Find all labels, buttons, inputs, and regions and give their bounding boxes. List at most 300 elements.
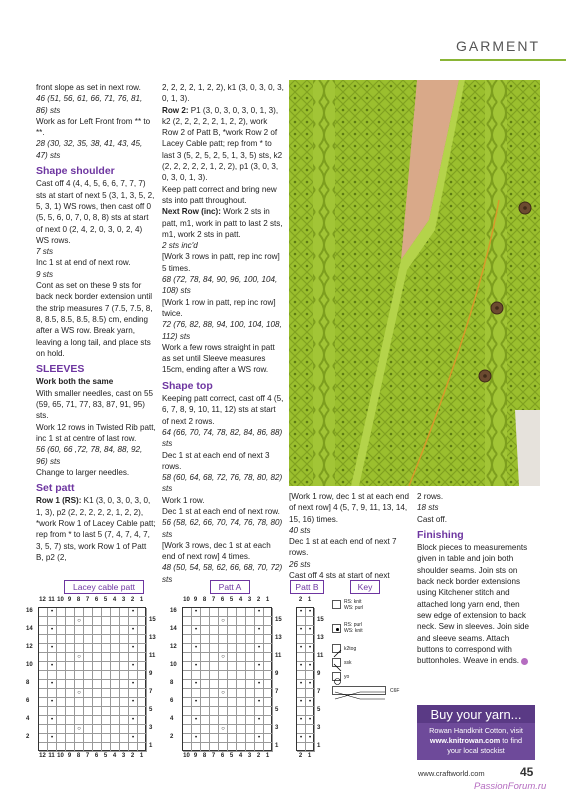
chart-cell: [111, 716, 120, 725]
column-number: 9: [67, 753, 72, 759]
chart-cell: [183, 734, 192, 743]
chart-cell: ○: [219, 653, 228, 662]
chart-cell: [138, 698, 147, 707]
paragraph: Change to larger needles.: [36, 467, 130, 477]
row-number: 14: [170, 626, 177, 632]
chart-cell: [39, 608, 48, 617]
knit-symbol: [332, 600, 341, 609]
chart-cell: [138, 680, 147, 689]
chart-cell: [111, 662, 120, 671]
text-column-2: [162, 82, 284, 585]
chart-cell: •: [255, 662, 264, 671]
chart-cell: •: [129, 698, 138, 707]
chart-cell: [120, 743, 129, 752]
chart-cell: •: [306, 608, 315, 617]
yo-symbol: [332, 672, 341, 681]
chart-cell: [66, 635, 75, 644]
chart-cell: •: [255, 734, 264, 743]
chart-cell: [39, 671, 48, 680]
column-number: 4: [112, 597, 117, 603]
chart-cell: [57, 725, 66, 734]
paragraph: Inc 1 st at end of next row.: [36, 258, 131, 268]
chart-cell: [102, 635, 111, 644]
paragraph: With smaller needles, cast on 55 (59, 65, 71, 77, 83, 87, 91, 95) sts.: [36, 388, 153, 421]
chart-cell: •: [297, 716, 306, 725]
column-number: 8: [202, 753, 207, 759]
row-number: 7: [149, 689, 153, 695]
chart-cell: [75, 698, 84, 707]
chart-cell: [255, 689, 264, 698]
chart-cell: [228, 608, 237, 617]
chart-cell: [111, 626, 120, 635]
stitch-count: 46 (51, 56, 61, 66, 71, 76, 81, 86) sts: [36, 94, 143, 115]
text-column-3: [289, 491, 411, 581]
chart-cell: [210, 743, 219, 752]
row-label: Row 1 (RS):: [36, 496, 82, 506]
chart-cell: [228, 635, 237, 644]
chart-cell: [102, 662, 111, 671]
column-number: 10: [183, 753, 190, 759]
chart-cell: [39, 635, 48, 644]
chart-cell: [138, 662, 147, 671]
chart-cell: [237, 743, 246, 752]
column-number: 4: [112, 753, 117, 759]
chart-cell: [264, 644, 273, 653]
chart-cell: [183, 662, 192, 671]
row-number: 5: [317, 707, 321, 713]
column-number: 1: [265, 597, 270, 603]
chart-cell: [255, 671, 264, 680]
chart-cell: [192, 671, 201, 680]
purl-symbol: [332, 624, 341, 633]
chart-cell: [201, 707, 210, 716]
chart-cell: [228, 698, 237, 707]
chart-cell: [297, 617, 306, 626]
row-number: 12: [170, 644, 177, 650]
row-number: 7: [317, 689, 321, 695]
row-number: 3: [317, 725, 321, 731]
chart-cell: [297, 671, 306, 680]
chart-cell: [66, 617, 75, 626]
watermark: PassionForum.ru: [474, 781, 547, 792]
chart-cell: [129, 725, 138, 734]
column-number: 1: [139, 753, 144, 759]
chart-cell: [84, 698, 93, 707]
chart-cell: [210, 689, 219, 698]
row-number: 2: [26, 734, 30, 740]
chart-cell: [264, 662, 273, 671]
chart-cell: [246, 689, 255, 698]
chart-cell: [138, 608, 147, 617]
chart-cell: [183, 644, 192, 653]
chart-cell: [246, 644, 255, 653]
chart-cell: [84, 653, 93, 662]
section-header: [440, 36, 566, 60]
chart-cell: [306, 635, 315, 644]
chart-cell: [297, 707, 306, 716]
chart-cell: ○: [75, 653, 84, 662]
lacey-cable-title: Lacey cable patt: [64, 580, 144, 594]
chart-cell: [111, 608, 120, 617]
chart-cell: [57, 608, 66, 617]
chart-cell: [66, 743, 75, 752]
chart-cell: [48, 671, 57, 680]
chart-cell: [210, 662, 219, 671]
chart-cell: [138, 734, 147, 743]
chart-cell: [264, 680, 273, 689]
chart-cell: [48, 689, 57, 698]
key-label: WS: purl: [344, 605, 364, 611]
chart-cell: [39, 707, 48, 716]
column-number: 4: [238, 753, 243, 759]
row-number: 1: [317, 743, 321, 749]
chart-cell: •: [129, 608, 138, 617]
chart-cell: [120, 734, 129, 743]
chart-cell: [138, 707, 147, 716]
chart-cell: [102, 617, 111, 626]
chart-cell: [210, 680, 219, 689]
chart-cell: [210, 734, 219, 743]
chart-cell: [75, 626, 84, 635]
chart-cell: [93, 734, 102, 743]
chart-cell: [228, 716, 237, 725]
stitch-count: 2 sts inc'd: [162, 241, 198, 251]
chart-cell: [246, 680, 255, 689]
chart-cell: •: [306, 662, 315, 671]
buy-yarn-title: Buy your yarn...: [417, 705, 535, 723]
chart-cell: [219, 680, 228, 689]
chart-cell: •: [297, 680, 306, 689]
chart-cell: [111, 725, 120, 734]
chart-cell: [264, 689, 273, 698]
column-number: 6: [94, 597, 99, 603]
chart-cell: [75, 635, 84, 644]
row-number: 9: [149, 671, 153, 677]
paragraph: Work 1 row.: [162, 495, 205, 505]
chart-cell: [57, 662, 66, 671]
heading-shape-top: Shape top: [162, 379, 213, 392]
chart-cell: [192, 617, 201, 626]
row-number: 12: [26, 644, 33, 650]
chart-cell: [66, 707, 75, 716]
column-number: 7: [85, 753, 90, 759]
chart-cell: [264, 653, 273, 662]
chart-cell: [84, 626, 93, 635]
chart-cell: [210, 725, 219, 734]
row-text: K1 (3, 0, 3, 0, 3, 0, 1, 3), p2 (2, 2, 2, 2, 2, 1, 2, 2), *work Row 1 of Lacey Cable patt; rep from * to last 5 (7, 4, 7, 4, 7, 3, 5, 7) sts, work Row 1 of Patt B, p2 (2,: [36, 496, 156, 562]
chart-cell: •: [192, 626, 201, 635]
chart-cell: [39, 743, 48, 752]
chart-cell: [66, 653, 75, 662]
column-number: 1: [307, 597, 312, 603]
key-label: C6F: [390, 688, 400, 694]
chart-cell: [264, 707, 273, 716]
chart-cell: [228, 680, 237, 689]
chart-cell: [210, 626, 219, 635]
end-bullet-icon: [521, 658, 528, 665]
chart-cell: •: [192, 662, 201, 671]
column-number: 2: [256, 753, 261, 759]
chart-cell: •: [192, 608, 201, 617]
chart-cell: [66, 734, 75, 743]
chart-cell: [210, 644, 219, 653]
chart-cell: [192, 725, 201, 734]
column-number: 9: [193, 753, 198, 759]
chart-cell: [93, 662, 102, 671]
chart-cell: [57, 644, 66, 653]
chart-cell: •: [306, 644, 315, 653]
row-number: 4: [170, 716, 174, 722]
chart-cell: •: [297, 662, 306, 671]
chart-cell: [120, 707, 129, 716]
chart-cell: [84, 716, 93, 725]
stitch-count: 48 (50, 54, 58, 62, 66, 68, 70, 72) sts: [162, 563, 283, 584]
chart-cell: ○: [75, 689, 84, 698]
row-number: 15: [275, 617, 282, 623]
chart-cell: •: [255, 626, 264, 635]
chart-cell: [228, 617, 237, 626]
chart-cell: [306, 653, 315, 662]
column-number: 3: [247, 753, 252, 759]
buy-yarn-text: Rowan Handknit Cotton, visit www.knitrowan.com to find your local stockist: [429, 726, 523, 755]
stitch-count: 26 sts: [289, 559, 311, 569]
paragraph: [Work 3 rows in patt, rep inc row] 5 times.: [162, 252, 280, 273]
chart-cell: [57, 698, 66, 707]
chart-cell: [111, 734, 120, 743]
stitch-count: 40 sts: [289, 525, 311, 535]
chart-cell: [57, 680, 66, 689]
column-number: 10: [57, 753, 64, 759]
chart-cell: [84, 707, 93, 716]
chart-cell: •: [297, 608, 306, 617]
row-number: 2: [170, 734, 174, 740]
column-number: 3: [121, 753, 126, 759]
row-number: 15: [149, 617, 156, 623]
chart-cell: [201, 617, 210, 626]
chart-cell: [75, 644, 84, 653]
chart-cell: •: [306, 680, 315, 689]
key-label: RS: knit: [344, 599, 362, 605]
chart-cell: [102, 689, 111, 698]
chart-cell: [66, 689, 75, 698]
chart-cell: [93, 689, 102, 698]
paragraph: [Work 1 row, dec 1 st at each end of next row] 4 (5, 7, 9, 11, 13, 14, 15, 16) times.: [289, 492, 409, 524]
chart-cell: [75, 671, 84, 680]
chart-cell: [201, 608, 210, 617]
paragraph: Block pieces to measurements given in table and join both shoulder seams. Join sts on back neck border extensions using Kitchener stitch and attached long yarn end, then sew edge of extension to back neck. Sew in sleeves. Join side and sleeve seams. Attach buttons to correspond with buttonholes. Weave in ends.: [417, 543, 530, 666]
chart-cell: [201, 689, 210, 698]
chart-cell: [201, 653, 210, 662]
chart-key: [330, 598, 410, 708]
heading-set-patt: Set patt: [36, 482, 75, 495]
chart-cell: [183, 698, 192, 707]
chart-cell: [93, 653, 102, 662]
row-number: 11: [275, 653, 282, 659]
chart-cell: [102, 716, 111, 725]
paragraph: Dec 1 st at each end of next 3 rows.: [162, 450, 270, 471]
column-number: 11: [48, 753, 55, 759]
column-number: 6: [220, 753, 225, 759]
chart-cell: [183, 671, 192, 680]
chart-cell: [219, 707, 228, 716]
chart-cell: [306, 707, 315, 716]
chart-cell: [210, 671, 219, 680]
chart-cell: [255, 635, 264, 644]
row-number: 8: [170, 680, 174, 686]
chart-cell: ○: [75, 725, 84, 734]
row-number: 16: [170, 608, 177, 614]
chart-cell: •: [129, 644, 138, 653]
chart-cell: [120, 626, 129, 635]
row-text: Work 2 sts in patt, m1, work in patt to last 2 sts, m1, work 2 sts in patt.: [162, 207, 283, 239]
chart-cell: [48, 617, 57, 626]
row-number: 13: [317, 635, 324, 641]
row-number: 9: [275, 671, 279, 677]
chart-cell: [210, 635, 219, 644]
chart-cell: [120, 680, 129, 689]
chart-cell: [237, 707, 246, 716]
chart-cell: [264, 716, 273, 725]
chart-cell: •: [129, 626, 138, 635]
subheading: Work both the same: [36, 377, 114, 387]
chart-cell: [84, 617, 93, 626]
chart-cell: [219, 698, 228, 707]
paragraph: Cont as set on these 9 sts for back neck border extension until the strip measures 7 (7.5, 7.5, 8, 8, 8.5, 8.5, 8.5, 8.5) cm, ending after a WS row. Break yarn, leaving a long tail, and place sts on hold.: [36, 281, 153, 358]
chart-cell: [75, 734, 84, 743]
column-number: 6: [220, 597, 225, 603]
chart-cell: [84, 662, 93, 671]
chart-cell: •: [297, 626, 306, 635]
chart-cell: [138, 743, 147, 752]
chart-cell: [264, 635, 273, 644]
chart-cell: [57, 707, 66, 716]
chart-cell: [120, 608, 129, 617]
chart-cell: [75, 743, 84, 752]
stitch-count: 58 (60, 64, 68, 72, 76, 78, 80, 82) sts: [162, 473, 283, 494]
chart-cell: [264, 698, 273, 707]
row-number: 14: [26, 626, 33, 632]
key-label: k2tog: [344, 646, 357, 652]
chart-cell: [39, 617, 48, 626]
chart-cell: [102, 734, 111, 743]
chart-cell: [201, 725, 210, 734]
chart-cell: [228, 653, 237, 662]
chart-cell: [93, 698, 102, 707]
chart-cell: [138, 653, 147, 662]
chart-cell: [228, 734, 237, 743]
chart-cell: [48, 743, 57, 752]
chart-cell: [219, 635, 228, 644]
chart-cell: [138, 689, 147, 698]
heading-sleeves: SLEEVES: [36, 363, 85, 376]
row-number: 1: [149, 743, 153, 749]
chart-cell: [39, 734, 48, 743]
column-number: 5: [103, 753, 108, 759]
chart-cell: [228, 671, 237, 680]
row-number: 3: [149, 725, 153, 731]
chart-cell: [237, 617, 246, 626]
stitch-count: 28 (30, 32, 35, 38, 41, 43, 45, 47) sts: [36, 139, 143, 160]
text-column-1: [36, 82, 156, 563]
chart-cell: [102, 698, 111, 707]
yarn-link[interactable]: www.knitrowan.com: [429, 736, 501, 745]
chart-cell: [111, 680, 120, 689]
row-number: 11: [317, 653, 324, 659]
chart-cell: [93, 680, 102, 689]
column-number: 3: [121, 597, 126, 603]
chart-cell: [246, 653, 255, 662]
row-number: 13: [149, 635, 156, 641]
stitch-count: 9 sts: [36, 269, 54, 279]
chart-cell: [57, 716, 66, 725]
chart-cell: [183, 725, 192, 734]
green-cardigan-illustration: [289, 80, 540, 486]
row-number: 8: [26, 680, 30, 686]
chart-cell: [246, 662, 255, 671]
chart-cell: [66, 680, 75, 689]
buy-yarn-box: [417, 705, 535, 760]
chart-cell: [219, 626, 228, 635]
chart-cell: [183, 635, 192, 644]
chart-cell: [84, 671, 93, 680]
chart-cell: [237, 626, 246, 635]
chart-cell: [75, 680, 84, 689]
chart-cell: [84, 680, 93, 689]
chart-cell: •: [192, 698, 201, 707]
chart-cell: [57, 617, 66, 626]
chart-cell: [228, 689, 237, 698]
stitch-count: 56 (58, 62, 66, 70, 74, 76, 78, 80) sts: [162, 518, 283, 539]
column-number: 2: [130, 753, 135, 759]
chart-cell: [84, 644, 93, 653]
chart-cell: [246, 716, 255, 725]
chart-cell: [102, 644, 111, 653]
chart-cell: [138, 617, 147, 626]
chart-cell: [111, 698, 120, 707]
chart-cell: [48, 635, 57, 644]
column-number: 10: [183, 597, 190, 603]
chart-cell: [66, 725, 75, 734]
paragraph: [162, 105, 284, 184]
chart-cell: [48, 725, 57, 734]
chart-cell: •: [129, 734, 138, 743]
chart-cell: [57, 734, 66, 743]
chart-cell: [219, 743, 228, 752]
chart-cell: [264, 743, 273, 752]
row-number: 6: [26, 698, 30, 704]
chart-cell: [237, 653, 246, 662]
column-number: 1: [265, 753, 270, 759]
chart-cell: [306, 725, 315, 734]
chart-cell: [264, 617, 273, 626]
column-number: 2: [298, 597, 303, 603]
chart-cell: [201, 743, 210, 752]
chart-cell: [66, 626, 75, 635]
chart-cell: [201, 680, 210, 689]
chart-cell: •: [48, 662, 57, 671]
chart-cell: [111, 635, 120, 644]
chart-cell: [255, 617, 264, 626]
key-label: ssk: [344, 660, 352, 666]
chart-cell: [183, 617, 192, 626]
paragraph: [Work 3 rows, dec 1 st at each end of next row] 4 times.: [162, 540, 271, 562]
chart-cell: [306, 743, 315, 752]
chart-cell: •: [48, 608, 57, 617]
chart-cell: [129, 689, 138, 698]
stitch-count: 7 sts: [36, 247, 54, 257]
chart-cell: •: [129, 680, 138, 689]
chart-cell: [138, 716, 147, 725]
